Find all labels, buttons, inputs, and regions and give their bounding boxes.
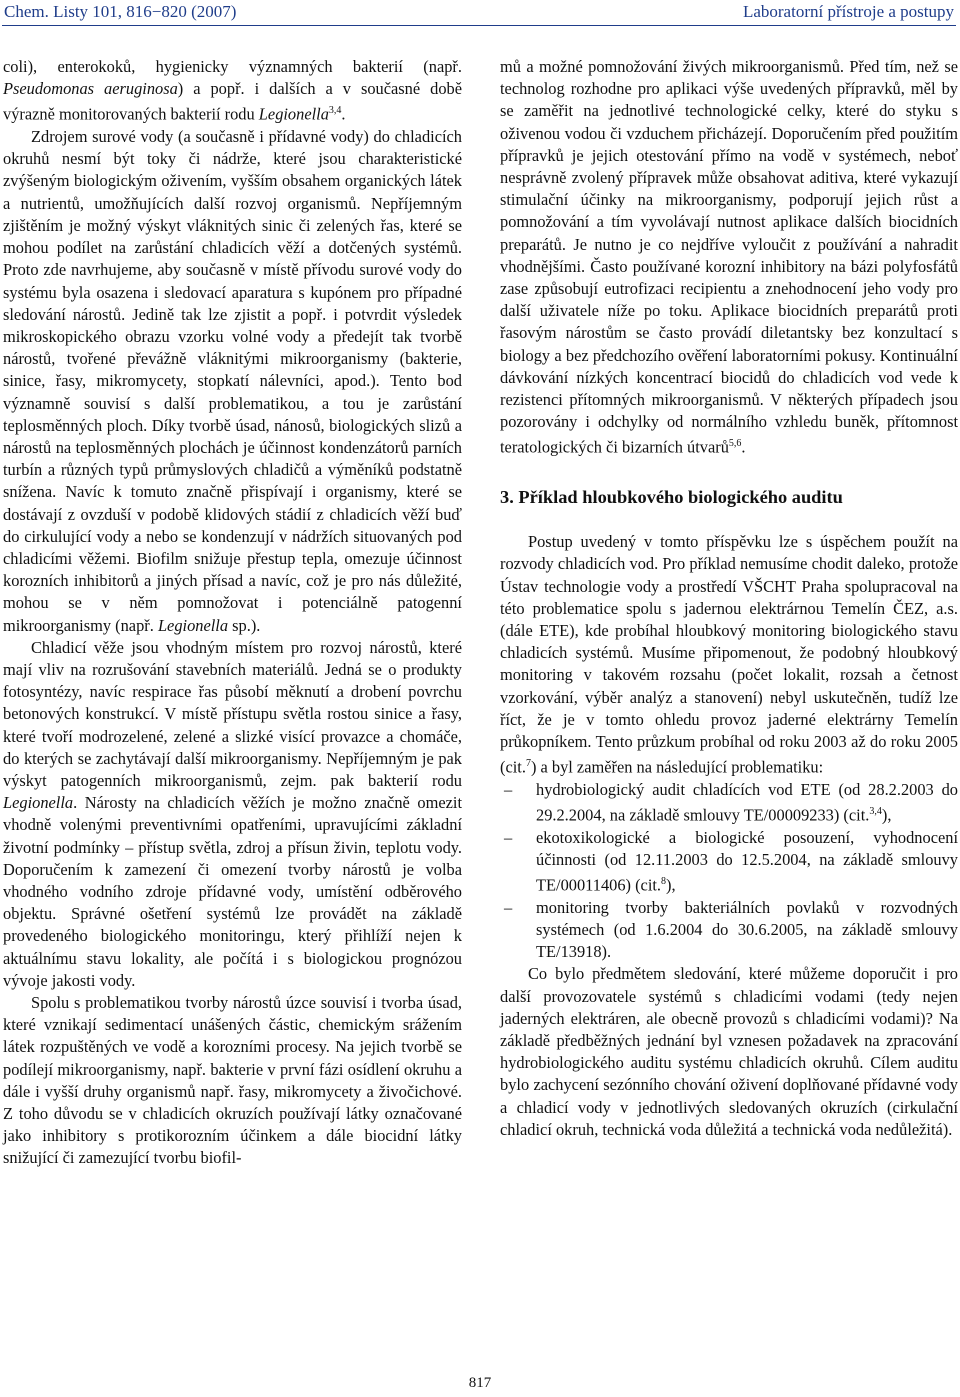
citation-superscript: 7 — [525, 758, 531, 770]
text-run: Zdrojem surové vody (a současně i přídavné vody) do chladicích okruhů nesmí být toky či nádrže, které jsou charakteristické zvýšeným biologickým oživením, vyšším obsahem organických látek a nutrientů, umožňujících další rozvoj organismů. Nepříjemným zjištěním je možný výskyt vláknitých sinic či zelených řas, které se mohou podílet na zarůstání chladicích věží a dotčených systémů. Proto zde navrhujeme, aby současně v místě přívodu surové vody do systému byla osazena i sledovací aparatura s kupónem pro případné sledování nárostů. Jedině tak lze zjistit a popř. i potvrdit výsledek mikroskopického obrazu vzorku volné vody a předejít tak tvorbě nárostů, tvořené převážně vláknitými mikroorganismy (bakterie, sinice, řasy, mikromycety, stopkatí nálevníci, apod.). Tento bod významně souvisí s další problematikou, a tou je zarůstání teplosměnných ploch. Díky tvorbě úsad, nánosů, biologických slizů a nárostů na teplosměnných plochách je účinnost kondenzátorů parních turbín a různých typů průmyslových chladičů a výměníků podstatně snížena. Navíc k tomuto značně přispívají i organismy, které se dostávají z ovzduší v podobě klidových stádií z chladicích věží buď do cirkulující vody a nebo se kondenzují v nádržích situovaných pod chladicími věžemi. Biofilm snižuje přestup tepla, omezuje účinnost korozních inhibitorů a jiných přísad a navíc, což je pro nás důležité, mohou se v něm pomnožovat i potenciálně patogenní mikroorganismy (např. — [3, 127, 462, 635]
text-run: sp.). — [228, 615, 261, 635]
paragraph — [500, 531, 958, 779]
text-run: ) a popř. i dalších a v současné době výrazně monitorovaných bakterií rodu — [3, 79, 462, 124]
paragraph: Spolu s problematikou tvorby nárostů úzce souvisí i tvorba úsad, které vznikají sedimentací unášených částic, chemickým srážením látek rozpuštěných ve vodě a korozními procesy. Na jejich tvorbě se podílejí mikroorganismy, např. bakterie v první fázi osídlení okruhu a dále i vyšší druhy organismů např. řasy, mikromycety a živočichové. Z toho důvodu se v chladicích okruzích používají látky označované jako inhibitory s protikorozním účinkem a dále biocidní látky snižující či zamezující tvorbu biofil- — [3, 993, 462, 1168]
citation-superscript: 3,4 — [328, 105, 342, 117]
text-run: ), — [881, 805, 892, 825]
page-number: 817 — [468, 1375, 492, 1391]
text-run: Postup uvedený v tomto příspěvku lze s úspěchem použít na rozvody chladicích vod. Pro příklad nemusíme chodit daleko, protože Ústav technologie vody a prostředí VŠCHT Praha spolupracoval na této problematice spolu s jadernou elektrárnou Temelín ČEZ, a.s. (dále ETE), kde probíhal hloubkový monitoring biologického stavu chladicích systémů. Musíme připomenout, že podobný hloubkový monitoring v takovém rozsahu (počet lokalit, rozsah a četnost vzorkování, výběr analýz a stanovení) nebyl uskutečněn, tudíž lze říct, že je v tomto ohledu provoz jaderné elektrárny Temelín průkopníkem. Tento průzkum probíhal od roku 2003 až do roku 2005 (cit. — [500, 532, 958, 777]
left-column — [3, 56, 462, 1170]
list-item-text: hydrobiologický audit chladících vod ETE (od 28.2.2003 do 29.2.2004, na základě smlouvy TE/00009233) (cit. — [536, 779, 958, 825]
section-name: Laboratorní přístroje a postupy — [742, 2, 954, 21]
header-rule — [2, 25, 956, 26]
running-header — [0, 0, 960, 28]
text-run: . — [741, 437, 746, 457]
list-item — [500, 827, 958, 897]
paragraph — [3, 126, 462, 637]
list-item — [500, 897, 958, 964]
text-run: . — [341, 104, 346, 124]
paragraph — [3, 637, 462, 992]
right-column — [500, 56, 958, 1141]
text-run: ) a byl zaměřen na následující problematiku: — [530, 757, 824, 777]
paragraph: Co bylo předmětem sledování, které můžeme doporučit i pro další provozovatele systémů s chladicími vodami (tedy nejen jaderných elektráren, ale obecně provozů s chladicími vodami)? Na základě předběžných jednání byl vznesen požadavek na zpracování hydrobiologického auditu systému chladicích okruhů. Cílem auditu bylo zachycení sezónního chování oživení doplňované přídavné vody a chladicí vody v jednotlivých sledovaných okruzích (cirkulační chladicí okruh, technická voda důležitá a technická voda nedůležitá). — [500, 964, 958, 1139]
dash-list — [500, 779, 958, 964]
italic-run: Pseudomonas aeruginosa — [3, 79, 178, 99]
list-item — [500, 779, 958, 827]
list-item-text: ekotoxikologické a biologické posouzení, vyhodnocení účinnosti (od 12.11.2003 do 12.5.2004, na základě smlouvy TE/00011406) (cit. — [536, 827, 958, 895]
text-run: . Nárosty na chladicích věžích je možno značně omezit vhodně volenými preventivními opatřeními, upravujícími základní životní podmínky – přístup světla, zdroj a přísun živin, teplotu vody. Doporučením k zamezení či omezení tvorby nárostů je volba vhodného vodního zdroje přídavné vody, umístění odběrového objektu. Správné ošetření systémů lze provádět na základě provedeného biologického monitoringu, který přihlíží nejen k aktuálnímu stavu lokality, ale počítá i s biologickou prognózou vývoje jakosti vody. — [3, 793, 462, 990]
paragraph — [500, 56, 958, 459]
citation-superscript: 3,4 — [869, 806, 882, 818]
paragraph — [3, 56, 462, 126]
journal-citation: Chem. Listy 101, 816−820 (2007) — [4, 2, 237, 21]
list-item-text: monitoring tvorby bakteriálních povlaků v rozvodných systémech (od 1.6.2004 do 30.6.2005, na základě smlouvy TE/13918). — [536, 897, 958, 962]
italic-run: Legionella — [3, 793, 74, 813]
citation-superscript: 8 — [661, 876, 667, 888]
section-heading: 3. Příklad hloubkového biologického auditu — [500, 487, 843, 508]
text-run: ), — [666, 875, 676, 895]
italic-run: Legionella — [258, 104, 329, 124]
text-run: mů a možné pomnožování živých mikroorganismů. Před tím, než se technolog rozhodne pro aplikaci výše uvedených přípravků, měl by se zaměřit na jednotlivé technologické celky, které do styku s oživenou vodou či vzduchem přicházejí. Doporučením před použitím přípravků je jejich otestování přímo na vodě v systémech, neboť nesprávně zvolený přípravek může obsahovat aditiva, které vykazují stimulační účinky na mikroorganismy, podporují jejich růst a pomnožování a tím vyvolávají nutnost aplikace dalších biocidních preparátů. Je nutno je co nejdříve vyloučit z používání a nahradit vhodnějšími. Často používané korozní inhibitory na bázi polyfosfátů zase způsobují eutrofizaci recipientu a znehodnocení jeho vody pro další uživatele níže po toku. Aplikace biocidních preparátů proti řasovým nárostům se často provádí diletantsky bez konzultací s biology a bez předchozího ověření laboratorními pokusy. Kontinuální dávkování nízkých koncentrací biocidů do chladicích vod vede k rezistenci přítomných mikroorganismů. V některých případech jsou pozorovány i odchylky od normálního vzhledu buněk, přítomnost teratologických či bizarních útvarů — [500, 57, 958, 457]
italic-run: Legionella — [157, 615, 229, 635]
text-run: coli), enterokoků, hygienicky významných bakterií (např. — [3, 57, 462, 76]
text-run: Chladicí věže jsou vhodným místem pro rozvoj nárostů, které mají vliv na rozrušování stavebních materiálů. Jedná se o produkty fotosyntézy, navíc respirace řas působí měknutí a drobení povrchu betonových konstrukcí. V místě přístupu světla rostou sinice a řasy, které tvoří modrozelené, zelené a slizké visící provazce a chomáče, do kterých se zachytávají další mikroorganismy. Nepříjemným je pak výskyt patogenních mikroorganismů, zejm. pak bakterií rodu — [3, 637, 462, 790]
citation-superscript: 5,6 — [728, 438, 742, 450]
